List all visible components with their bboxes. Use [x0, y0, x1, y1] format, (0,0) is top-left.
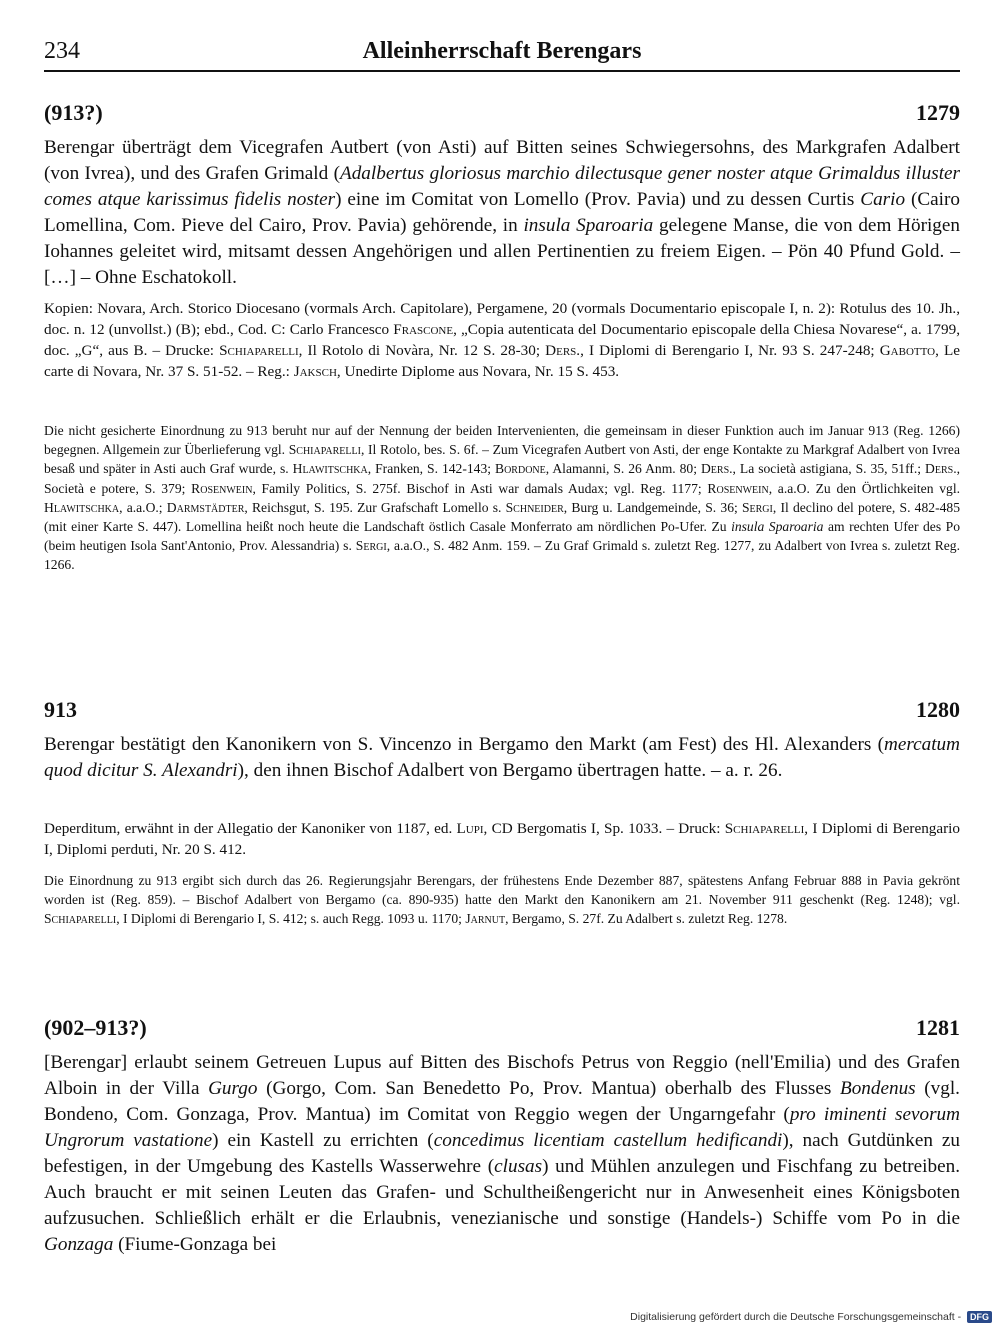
sources-text-1279 [44, 298, 960, 382]
running-head [44, 38, 960, 72]
text-run: , Reichsgut, S. 195. Zur Grafschaft Lomello s. [244, 499, 506, 515]
footer-text: Digitalisierung gefördert durch die Deutsche Forschungsgemeinschaft - [630, 1311, 962, 1324]
author-name: Sergi [741, 499, 773, 515]
latin-quote: clusas [494, 1156, 543, 1177]
author-name: Frascone [393, 321, 454, 338]
author-name: Rosenwein [191, 480, 253, 496]
author-name: Lupi [456, 820, 484, 837]
author-name: Gabotto [879, 342, 936, 359]
text-run: , Unedirte Diplome aus Novara, Nr. 15 S. 453. [336, 363, 620, 380]
text-run: am rechten Ufer des Po (beim heutigen Isola Sant'Antonio, Prov. Alessandria) s. [44, 519, 960, 554]
text-run: gelegene Manse, die von dem Hörigen Iohannes geleitet wird, mitsamt dessen Angehörigen und allen Pertinentien zu freiem Eigen. – Pön 40 Pfund Gold. – […] – Ohne Eschatokoll. [44, 215, 960, 288]
entry-number: 1281 [916, 1015, 960, 1040]
author-name: Schneider [505, 499, 564, 515]
text-run: , I Diplomi di Berengario I, Diplomi perduti, Nr. 20 S. 412. [44, 820, 960, 858]
author-name: Jaksch [293, 363, 337, 380]
entry-number: 1279 [916, 100, 960, 125]
author-name: Hlawitschka [44, 499, 120, 515]
regest-text-1280 [44, 732, 960, 784]
author-name: Schiaparelli [724, 820, 805, 837]
text-run: , Franken, S. 142-143; [367, 461, 496, 477]
author-name: Bordone [495, 461, 546, 477]
entry-date: 913 [44, 697, 77, 722]
text-run: Die Einordnung zu 913 ergibt sich durch das 26. Regierungsjahr Berengars, der frühestens Ende Dezember 887, spätestens Anfang Februar 888 in Pavia gekrönt worden ist (Reg. 859). – Bischof Adalbert von Bergamo (ca. 890-935) hatte den Markt den Kanonikern am 21. November 911 geschenkt (Reg. 1248); vgl. [44, 873, 960, 908]
entry-header-1279 [44, 100, 960, 130]
commentary-text-1280 [44, 871, 960, 929]
text-run: , Bergamo, S. 27f. Zu Adalbert s. zuletzt Reg. 1278. [505, 911, 788, 927]
text-run: , I Diplomi di Berengario I, S. 412; s. auch Regg. 1093 u. 1170; [116, 911, 466, 927]
entry-header-1281 [44, 1015, 960, 1045]
text-run: Berengar überträgt dem Vicegrafen Autbert (von Asti) auf Bitten seines Schwiegersohns, des Markgrafen Adalbert (von Ivrea), und des Grafen Grimald ( [44, 137, 960, 184]
entry-date: (902–913?) [44, 1015, 147, 1040]
author-name: Schiaparelli [44, 911, 117, 927]
latin-quote: Adalbertus gloriosus marchio dilectusque gener noster atque Grimaldus illuster comes atque karissimus fidelis noster [44, 163, 961, 210]
text-run: , Alamanni, S. 26 Anm. 80; [545, 461, 701, 477]
text-run: Berengar bestätigt den Kanonikern von S. Vincenzo in Bergamo den Markt (am Fest) des Hl. Alexanders ( [44, 734, 884, 755]
text-run: , Le carte di Novara, Nr. 37 S. 51-52. – Reg.: [44, 342, 960, 380]
latin-quote: Cario [860, 189, 906, 210]
text-run: , Il Rotolo, bes. S. 6f. – Zum Vicegrafen Autbert von Asti, der enge Kontakte zu Markgraf Adalbert von Ivrea besaß und später in Asti auch Graf wurde, s. [44, 442, 960, 477]
author-name: Jarnut [465, 911, 506, 927]
text-run: , Burg u. Landgemeinde, S. 36; [563, 499, 742, 515]
entry-number: 1280 [916, 697, 960, 722]
latin-quote: Gonzaga [44, 1234, 114, 1255]
author-name: Rosenwein [707, 480, 769, 496]
text-run: (Fiume-Gonzaga bei [113, 1234, 277, 1255]
latin-quote: concedimus licentiam castellum hedificandi [433, 1130, 783, 1151]
running-head-title: Alleinherrschaft Berengars [362, 38, 642, 64]
entry-date: (913?) [44, 100, 103, 125]
latin-quote: insula Sparoaria [523, 215, 654, 236]
text-run: Die nicht gesicherte Einordnung zu 913 beruht nur auf der Nennung der beiden Intervenienten, die gemeinsam in dieser Funktion auch im Januar 913 (Reg. 1266) begegnen. Allgemein zur Überlieferung vgl. [44, 423, 960, 458]
author-name: Ders. [700, 461, 733, 477]
author-name: Darmstädter [166, 499, 245, 515]
text-run: , Il Rotolo di Novàra, Nr. 12 S. 28-30; [298, 342, 546, 359]
text-run: ) und Mühlen anzulegen und Fischfang zu betreiben. Auch braucht er mit seinen Leuten das Grafen- und Schultheißengericht nur in Anwesenheit eines Königsboten aufzusuchen. Schließlich erhält er die Erlaubnis, venezianische und sonstige (Handels-) Schiffe vom Po in die [44, 1156, 961, 1229]
sources-text-1280 [44, 818, 960, 860]
text-run: , Società e potere, S. 379; [44, 461, 960, 496]
text-run: , a.a.O. Zu den Örtlichkeiten vgl. [768, 480, 961, 496]
text-run: (Gorgo, Com. San Benedetto Po, Prov. Mantua) oberhalb des Flusses [257, 1078, 840, 1099]
latin-quote: insula Sparoaria [731, 519, 824, 535]
latin-quote: mercatum quod dicitur S. Alexandri [44, 734, 960, 781]
text-run: , Family Politics, S. 275f. Bischof in Asti war damals Audax; vgl. Reg. 1177; [252, 480, 708, 496]
dfg-logo-icon[interactable]: DFG [967, 1311, 992, 1323]
text-run: , a.a.O., S. 482 Anm. 159. – Zu Graf Grimald s. zuletzt Reg. 1277, zu Adalbert von Ivrea s. zuletzt Reg. 1266. [44, 538, 960, 573]
text-run: (Cairo Lomellina, Com. Pieve del Cairo, Prov. Pavia) gehörende, in [44, 189, 960, 236]
author-name: Schiaparelli [288, 442, 361, 458]
text-run: ) eine im Comitat von Lomello (Prov. Pavia) und zu dessen Curtis [335, 189, 861, 210]
text-run: ), nach Gutdünken zu befestigen, in der Umgebung des Kastells Wasserwehre ( [44, 1130, 960, 1177]
entry-header-1280 [44, 697, 960, 727]
author-name: Hlawitschka [292, 461, 368, 477]
author-name: Ders. [925, 461, 957, 477]
commentary-text-1279 [44, 421, 960, 575]
regest-text-1281 [44, 1050, 960, 1258]
author-name: Schiaparelli [219, 342, 299, 359]
text-run: Kopien: Novara, Arch. Storico Diocesano (vormals Arch. Capitolare), Pergamene, 20 (vormals Documentario episcopale I, n. 2): Rotulus des 10. Jh., doc. n. 12 (unvollst.) (B); ebd., Cod. C: Carlo Francesco [44, 300, 960, 338]
latin-quote: Gurgo [208, 1078, 258, 1099]
latin-quote: pro iminenti sevorum Ungrorum vastatione [44, 1104, 960, 1151]
author-name: Sergi [355, 538, 387, 554]
text-run: , La società astigiana, S. 35, 51ff.; [732, 461, 926, 477]
regest-text-1279 [44, 135, 960, 291]
text-run: ) ein Kastell zu errichten ( [212, 1130, 434, 1151]
page-number: 234 [44, 38, 80, 64]
latin-quote: Bondenus [839, 1078, 916, 1099]
text-run: [Berengar] erlaubt seinem Getreuen Lupus auf Bitten des Bischofs Petrus von Reggio (nell'Emilia) und des Grafen Alboin in der Villa [44, 1052, 960, 1099]
text-run: (vgl. Bondeno, Com. Gonzaga, Prov. Mantua) im Comitat von Reggio wegen der Ungarngefahr ( [44, 1078, 960, 1125]
text-run: , Il declino del potere, S. 482-485 (mit einer Karte S. 447). Lomellina heißt noch heute die Landschaft östlich Casale Monferrato am nördlichen Po-Ufer. Zu [44, 499, 960, 535]
author-name: Ders. [545, 342, 581, 359]
text-run: Deperditum, erwähnt in der Allegatio der Kanoniker von 1187, ed. [44, 820, 457, 837]
footer-credit [630, 1311, 992, 1329]
text-run: , I Diplomi di Berengario I, Nr. 93 S. 247-248; [580, 342, 880, 359]
text-run: ), den ihnen Bischof Adalbert von Bergamo übertragen hatte. – a. r. 26. [237, 760, 783, 781]
text-run: , CD Bergomatis I, Sp. 1033. – Druck: [483, 820, 725, 837]
text-run: , „Copia autenticata del Documentario episcopale della Chiesa Novarese“, a. 1799, doc. „G“, aus B. – Drucke: [44, 321, 960, 359]
text-run: , a.a.O.; [119, 499, 167, 515]
